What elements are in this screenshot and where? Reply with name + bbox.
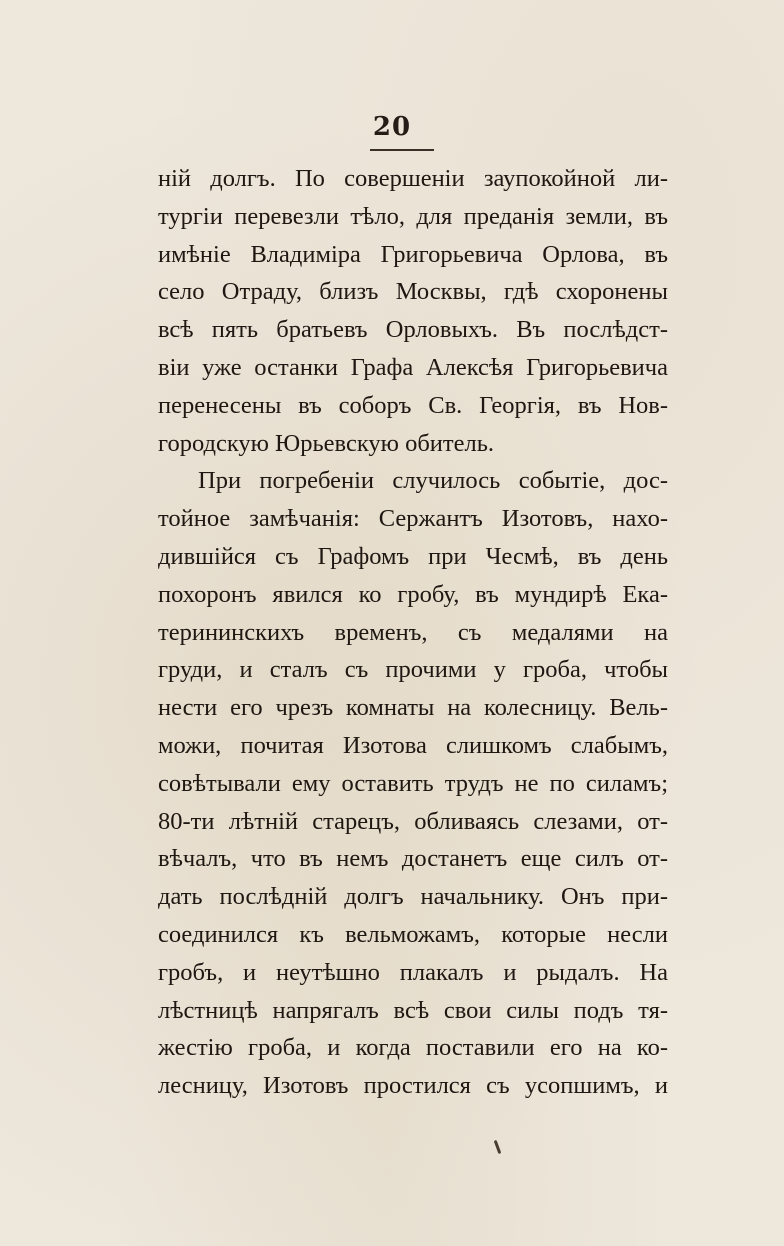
- text-line: тойное замѣчанiя: Сержантъ Изотовъ, нахо-: [158, 505, 668, 533]
- text-line: перенесены въ соборъ Св. Георгiя, въ Нов-: [158, 391, 668, 419]
- text-line: вiи уже останки Графа Алексѣя Григорьевича: [158, 353, 668, 381]
- text-line: всѣ пять братьевъ Орловыхъ. Въ послѣдст-: [158, 316, 668, 344]
- text-line: нести его чрезъ комнаты на колесницу. Вель-: [158, 694, 668, 722]
- text-line: лесницу, Изотовъ простился съ усопшимъ, и: [158, 1072, 668, 1100]
- text-line: соединился къ вельможамъ, которые несли: [158, 920, 668, 948]
- text-line: имѣнiе Владимiра Григорьевича Орлова, въ: [158, 240, 668, 268]
- text-line: тургiи перевезли тѣло, для преданiя земли, въ: [158, 202, 668, 230]
- text-line: терининскихъ временъ, съ медалями на: [158, 618, 668, 646]
- text-line: вѣчалъ, что въ немъ достанетъ еще силъ от-: [158, 845, 668, 873]
- text-line: жестiю гроба, и когда поставили его на ко-: [158, 1034, 668, 1062]
- text-line: нiй долгъ. По совершенiи заупокойной ли-: [158, 165, 668, 192]
- text-line: дившiйся съ Графомъ при Чесмѣ, въ день: [158, 542, 668, 570]
- page-number-rule: [370, 149, 434, 151]
- text-line: городскую Юрьевскую обитель.: [158, 429, 495, 457]
- text-line: гробъ, и неутѣшно плакалъ и рыдалъ. На: [158, 958, 668, 986]
- paragraph-first-line: При погребенiи случилось событiе, дос-: [198, 467, 668, 495]
- text-line: 80-ти лѣтнiй старецъ, обливаясь слезами, от-: [158, 807, 668, 835]
- body-text: [158, 160, 668, 1105]
- ink-speck: [494, 1140, 502, 1154]
- text-line: дать послѣднiй долгъ начальнику. Онъ при-: [158, 883, 668, 911]
- text-line: лѣстницѣ напрягалъ всѣ свои силы подъ тя-: [158, 996, 668, 1024]
- text-line: можи, почитая Изотова слишкомъ слабымъ,: [158, 731, 668, 759]
- text-line: похоронъ явился ко гробу, въ мундирѣ Ека-: [158, 580, 668, 608]
- page-number: 20: [372, 112, 412, 142]
- text-line: совѣтывали ему оставить трудъ не по силамъ;: [158, 769, 668, 797]
- text-line: груди, и сталъ съ прочими у гроба, чтобы: [158, 656, 668, 684]
- text-line: село Отраду, близъ Москвы, гдѣ схоронены: [158, 278, 668, 306]
